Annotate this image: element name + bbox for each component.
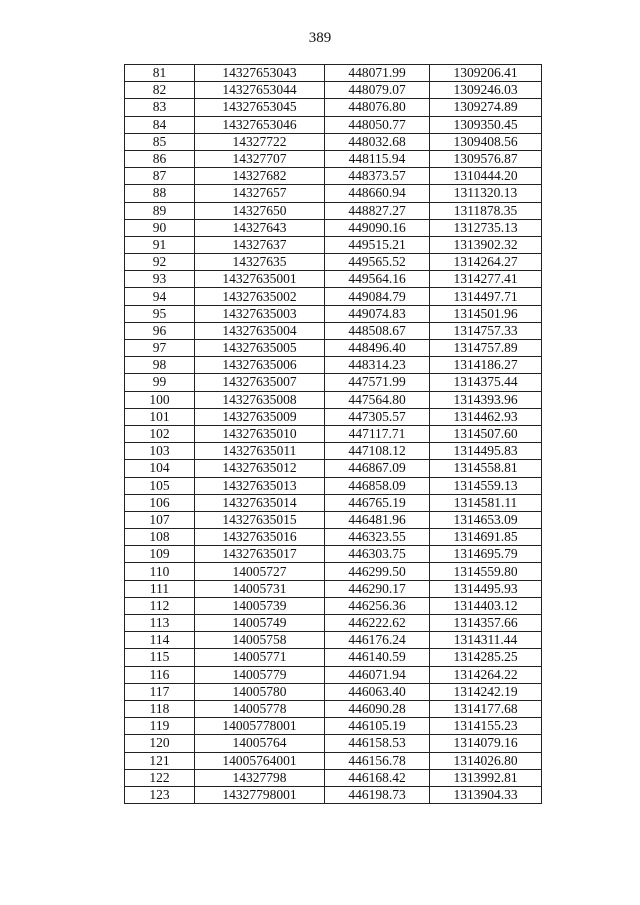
row-number-cell: 106 bbox=[125, 494, 195, 511]
point-id-cell: 14005727 bbox=[195, 563, 325, 580]
row-number-cell: 111 bbox=[125, 580, 195, 597]
point-id-cell: 14327635008 bbox=[195, 391, 325, 408]
table-row bbox=[125, 735, 542, 752]
point-id-cell: 14327653043 bbox=[195, 65, 325, 82]
point-id-cell: 14327637 bbox=[195, 236, 325, 253]
point-id-cell: 14005778001 bbox=[195, 718, 325, 735]
table-row bbox=[125, 391, 542, 408]
x-coordinate-cell: 447564.80 bbox=[325, 391, 430, 408]
x-coordinate-cell: 446323.55 bbox=[325, 529, 430, 546]
y-coordinate-cell: 1310444.20 bbox=[430, 168, 542, 185]
y-coordinate-cell: 1314507.60 bbox=[430, 425, 542, 442]
table-row bbox=[125, 632, 542, 649]
row-number-cell: 100 bbox=[125, 391, 195, 408]
point-id-cell: 14327635012 bbox=[195, 460, 325, 477]
x-coordinate-cell: 446256.36 bbox=[325, 597, 430, 614]
y-coordinate-cell: 1314285.25 bbox=[430, 649, 542, 666]
y-coordinate-cell: 1314079.16 bbox=[430, 735, 542, 752]
point-id-cell: 14327635010 bbox=[195, 425, 325, 442]
table-row bbox=[125, 494, 542, 511]
table-row bbox=[125, 408, 542, 425]
table-row bbox=[125, 150, 542, 167]
point-id-cell: 14327653045 bbox=[195, 99, 325, 116]
table-row bbox=[125, 168, 542, 185]
table-row bbox=[125, 529, 542, 546]
point-id-cell: 14327635014 bbox=[195, 494, 325, 511]
y-coordinate-cell: 1314393.96 bbox=[430, 391, 542, 408]
x-coordinate-cell: 448373.57 bbox=[325, 168, 430, 185]
row-number-cell: 116 bbox=[125, 666, 195, 683]
x-coordinate-cell: 446176.24 bbox=[325, 632, 430, 649]
y-coordinate-cell: 1309246.03 bbox=[430, 82, 542, 99]
x-coordinate-cell: 449074.83 bbox=[325, 305, 430, 322]
x-coordinate-cell: 448050.77 bbox=[325, 116, 430, 133]
row-number-cell: 107 bbox=[125, 511, 195, 528]
page-number: 389 bbox=[308, 30, 332, 46]
point-id-cell: 14327635011 bbox=[195, 443, 325, 460]
row-number-cell: 112 bbox=[125, 597, 195, 614]
row-number-cell: 84 bbox=[125, 116, 195, 133]
row-number-cell: 113 bbox=[125, 615, 195, 632]
table-row bbox=[125, 65, 542, 82]
y-coordinate-cell: 1309274.89 bbox=[430, 99, 542, 116]
row-number-cell: 102 bbox=[125, 425, 195, 442]
row-number-cell: 81 bbox=[125, 65, 195, 82]
row-number-cell: 95 bbox=[125, 305, 195, 322]
point-id-cell: 14005778 bbox=[195, 700, 325, 717]
row-number-cell: 90 bbox=[125, 219, 195, 236]
point-id-cell: 14327635016 bbox=[195, 529, 325, 546]
y-coordinate-cell: 1314559.80 bbox=[430, 563, 542, 580]
x-coordinate-cell: 448496.40 bbox=[325, 340, 430, 357]
table-row bbox=[125, 563, 542, 580]
y-coordinate-cell: 1314462.93 bbox=[430, 408, 542, 425]
point-id-cell: 14327635007 bbox=[195, 374, 325, 391]
table-row bbox=[125, 357, 542, 374]
point-id-cell: 14327635006 bbox=[195, 357, 325, 374]
y-coordinate-cell: 1314357.66 bbox=[430, 615, 542, 632]
x-coordinate-cell: 448032.68 bbox=[325, 133, 430, 150]
x-coordinate-cell: 448660.94 bbox=[325, 185, 430, 202]
table-row bbox=[125, 340, 542, 357]
row-number-cell: 123 bbox=[125, 786, 195, 803]
row-number-cell: 87 bbox=[125, 168, 195, 185]
x-coordinate-cell: 446303.75 bbox=[325, 546, 430, 563]
y-coordinate-cell: 1314403.12 bbox=[430, 597, 542, 614]
x-coordinate-cell: 448827.27 bbox=[325, 202, 430, 219]
row-number-cell: 118 bbox=[125, 700, 195, 717]
table-row bbox=[125, 718, 542, 735]
row-number-cell: 117 bbox=[125, 683, 195, 700]
table-row bbox=[125, 219, 542, 236]
row-number-cell: 122 bbox=[125, 769, 195, 786]
x-coordinate-cell: 446198.73 bbox=[325, 786, 430, 803]
table-row bbox=[125, 683, 542, 700]
point-id-cell: 14327635017 bbox=[195, 546, 325, 563]
row-number-cell: 109 bbox=[125, 546, 195, 563]
y-coordinate-cell: 1314277.41 bbox=[430, 271, 542, 288]
x-coordinate-cell: 448076.80 bbox=[325, 99, 430, 116]
point-id-cell: 14005764 bbox=[195, 735, 325, 752]
point-id-cell: 14005758 bbox=[195, 632, 325, 649]
table-row bbox=[125, 752, 542, 769]
row-number-cell: 97 bbox=[125, 340, 195, 357]
row-number-cell: 110 bbox=[125, 563, 195, 580]
y-coordinate-cell: 1309350.45 bbox=[430, 116, 542, 133]
row-number-cell: 98 bbox=[125, 357, 195, 374]
point-id-cell: 14327635015 bbox=[195, 511, 325, 528]
y-coordinate-cell: 1314311.44 bbox=[430, 632, 542, 649]
x-coordinate-cell: 446481.96 bbox=[325, 511, 430, 528]
table-row bbox=[125, 82, 542, 99]
row-number-cell: 101 bbox=[125, 408, 195, 425]
table-row bbox=[125, 185, 542, 202]
y-coordinate-cell: 1314757.33 bbox=[430, 322, 542, 339]
x-coordinate-cell: 446290.17 bbox=[325, 580, 430, 597]
point-id-cell: 14327635001 bbox=[195, 271, 325, 288]
point-id-cell: 14327643 bbox=[195, 219, 325, 236]
table-row bbox=[125, 254, 542, 271]
point-id-cell: 14327657 bbox=[195, 185, 325, 202]
table-row bbox=[125, 769, 542, 786]
point-id-cell: 14327635009 bbox=[195, 408, 325, 425]
row-number-cell: 114 bbox=[125, 632, 195, 649]
x-coordinate-cell: 447571.99 bbox=[325, 374, 430, 391]
table-row bbox=[125, 271, 542, 288]
x-coordinate-cell: 446090.28 bbox=[325, 700, 430, 717]
x-coordinate-cell: 448071.99 bbox=[325, 65, 430, 82]
row-number-cell: 104 bbox=[125, 460, 195, 477]
table-row bbox=[125, 443, 542, 460]
point-id-cell: 14327635003 bbox=[195, 305, 325, 322]
y-coordinate-cell: 1314495.83 bbox=[430, 443, 542, 460]
x-coordinate-cell: 448508.67 bbox=[325, 322, 430, 339]
y-coordinate-cell: 1309206.41 bbox=[430, 65, 542, 82]
x-coordinate-cell: 448314.23 bbox=[325, 357, 430, 374]
row-number-cell: 85 bbox=[125, 133, 195, 150]
row-number-cell: 115 bbox=[125, 649, 195, 666]
point-id-cell: 14327653044 bbox=[195, 82, 325, 99]
point-id-cell: 14005731 bbox=[195, 580, 325, 597]
table-row bbox=[125, 511, 542, 528]
point-id-cell: 14327635002 bbox=[195, 288, 325, 305]
y-coordinate-cell: 1314653.09 bbox=[430, 511, 542, 528]
table-row bbox=[125, 202, 542, 219]
x-coordinate-cell: 449515.21 bbox=[325, 236, 430, 253]
row-number-cell: 99 bbox=[125, 374, 195, 391]
x-coordinate-cell: 449564.16 bbox=[325, 271, 430, 288]
row-number-cell: 82 bbox=[125, 82, 195, 99]
row-number-cell: 94 bbox=[125, 288, 195, 305]
y-coordinate-cell: 1314558.81 bbox=[430, 460, 542, 477]
row-number-cell: 121 bbox=[125, 752, 195, 769]
table-row bbox=[125, 666, 542, 683]
y-coordinate-cell: 1314186.27 bbox=[430, 357, 542, 374]
x-coordinate-cell: 446140.59 bbox=[325, 649, 430, 666]
row-number-cell: 119 bbox=[125, 718, 195, 735]
x-coordinate-cell: 446158.53 bbox=[325, 735, 430, 752]
x-coordinate-cell: 446867.09 bbox=[325, 460, 430, 477]
y-coordinate-cell: 1314375.44 bbox=[430, 374, 542, 391]
x-coordinate-cell: 448079.07 bbox=[325, 82, 430, 99]
y-coordinate-cell: 1309408.56 bbox=[430, 133, 542, 150]
y-coordinate-cell: 1314559.13 bbox=[430, 477, 542, 494]
point-id-cell: 14327635005 bbox=[195, 340, 325, 357]
x-coordinate-cell: 446858.09 bbox=[325, 477, 430, 494]
table-body bbox=[125, 65, 542, 804]
point-id-cell: 14327635 bbox=[195, 254, 325, 271]
table-row bbox=[125, 305, 542, 322]
y-coordinate-cell: 1314242.19 bbox=[430, 683, 542, 700]
point-id-cell: 14327798001 bbox=[195, 786, 325, 803]
point-id-cell: 14327635013 bbox=[195, 477, 325, 494]
x-coordinate-cell: 446765.19 bbox=[325, 494, 430, 511]
y-coordinate-cell: 1311320.13 bbox=[430, 185, 542, 202]
y-coordinate-cell: 1314264.22 bbox=[430, 666, 542, 683]
y-coordinate-cell: 1311878.35 bbox=[430, 202, 542, 219]
point-id-cell: 14005780 bbox=[195, 683, 325, 700]
table-row bbox=[125, 615, 542, 632]
y-coordinate-cell: 1313904.33 bbox=[430, 786, 542, 803]
y-coordinate-cell: 1313992.81 bbox=[430, 769, 542, 786]
x-coordinate-cell: 446105.19 bbox=[325, 718, 430, 735]
x-coordinate-cell: 446063.40 bbox=[325, 683, 430, 700]
y-coordinate-cell: 1314264.27 bbox=[430, 254, 542, 271]
point-id-cell: 14005771 bbox=[195, 649, 325, 666]
point-id-cell: 14005764001 bbox=[195, 752, 325, 769]
x-coordinate-cell: 447117.71 bbox=[325, 425, 430, 442]
point-id-cell: 14327650 bbox=[195, 202, 325, 219]
row-number-cell: 103 bbox=[125, 443, 195, 460]
coordinates-table bbox=[124, 64, 542, 804]
table-row bbox=[125, 374, 542, 391]
point-id-cell: 14327707 bbox=[195, 150, 325, 167]
point-id-cell: 14005749 bbox=[195, 615, 325, 632]
x-coordinate-cell: 449565.52 bbox=[325, 254, 430, 271]
row-number-cell: 105 bbox=[125, 477, 195, 494]
point-id-cell: 14005739 bbox=[195, 597, 325, 614]
row-number-cell: 83 bbox=[125, 99, 195, 116]
table-row bbox=[125, 546, 542, 563]
y-coordinate-cell: 1309576.87 bbox=[430, 150, 542, 167]
table-row bbox=[125, 786, 542, 803]
table-row bbox=[125, 322, 542, 339]
row-number-cell: 91 bbox=[125, 236, 195, 253]
table-row bbox=[125, 288, 542, 305]
x-coordinate-cell: 446156.78 bbox=[325, 752, 430, 769]
point-id-cell: 14327682 bbox=[195, 168, 325, 185]
row-number-cell: 93 bbox=[125, 271, 195, 288]
point-id-cell: 14327722 bbox=[195, 133, 325, 150]
table-row bbox=[125, 580, 542, 597]
point-id-cell: 14327653046 bbox=[195, 116, 325, 133]
y-coordinate-cell: 1314695.79 bbox=[430, 546, 542, 563]
y-coordinate-cell: 1314155.23 bbox=[430, 718, 542, 735]
table-row bbox=[125, 116, 542, 133]
y-coordinate-cell: 1314497.71 bbox=[430, 288, 542, 305]
x-coordinate-cell: 449084.79 bbox=[325, 288, 430, 305]
point-id-cell: 14327635004 bbox=[195, 322, 325, 339]
x-coordinate-cell: 446168.42 bbox=[325, 769, 430, 786]
table-row bbox=[125, 460, 542, 477]
table-row bbox=[125, 133, 542, 150]
y-coordinate-cell: 1312735.13 bbox=[430, 219, 542, 236]
x-coordinate-cell: 446222.62 bbox=[325, 615, 430, 632]
y-coordinate-cell: 1314757.89 bbox=[430, 340, 542, 357]
table-row bbox=[125, 597, 542, 614]
table-row bbox=[125, 425, 542, 442]
table-row bbox=[125, 700, 542, 717]
y-coordinate-cell: 1314691.85 bbox=[430, 529, 542, 546]
row-number-cell: 108 bbox=[125, 529, 195, 546]
y-coordinate-cell: 1314581.11 bbox=[430, 494, 542, 511]
row-number-cell: 88 bbox=[125, 185, 195, 202]
row-number-cell: 86 bbox=[125, 150, 195, 167]
x-coordinate-cell: 447305.57 bbox=[325, 408, 430, 425]
y-coordinate-cell: 1314177.68 bbox=[430, 700, 542, 717]
point-id-cell: 14327798 bbox=[195, 769, 325, 786]
y-coordinate-cell: 1314495.93 bbox=[430, 580, 542, 597]
row-number-cell: 89 bbox=[125, 202, 195, 219]
x-coordinate-cell: 447108.12 bbox=[325, 443, 430, 460]
x-coordinate-cell: 449090.16 bbox=[325, 219, 430, 236]
y-coordinate-cell: 1314026.80 bbox=[430, 752, 542, 769]
row-number-cell: 92 bbox=[125, 254, 195, 271]
row-number-cell: 96 bbox=[125, 322, 195, 339]
table-row bbox=[125, 649, 542, 666]
table-row bbox=[125, 477, 542, 494]
x-coordinate-cell: 446299.50 bbox=[325, 563, 430, 580]
table-row bbox=[125, 99, 542, 116]
y-coordinate-cell: 1313902.32 bbox=[430, 236, 542, 253]
table-row bbox=[125, 236, 542, 253]
x-coordinate-cell: 448115.94 bbox=[325, 150, 430, 167]
y-coordinate-cell: 1314501.96 bbox=[430, 305, 542, 322]
x-coordinate-cell: 446071.94 bbox=[325, 666, 430, 683]
row-number-cell: 120 bbox=[125, 735, 195, 752]
point-id-cell: 14005779 bbox=[195, 666, 325, 683]
